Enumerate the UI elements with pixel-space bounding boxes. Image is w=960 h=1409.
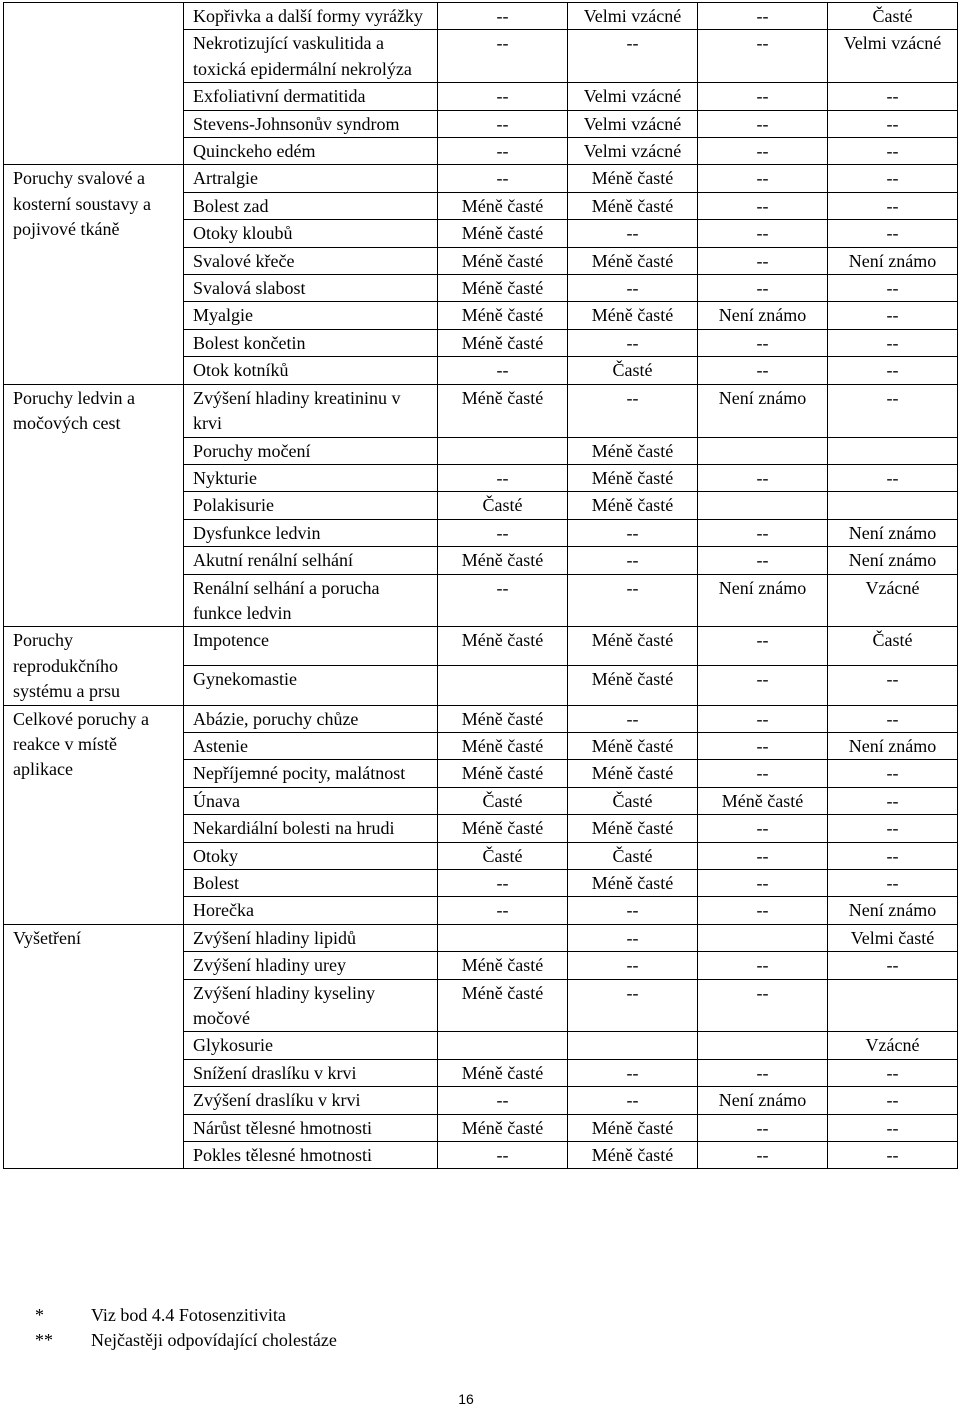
- frequency-cell: --: [698, 110, 828, 137]
- frequency-cell: --: [828, 815, 958, 842]
- reaction-name-cell: Quinckeho edém: [184, 138, 438, 165]
- frequency-cell: --: [568, 952, 698, 979]
- frequency-cell: --: [698, 897, 828, 924]
- frequency-cell: --: [438, 138, 568, 165]
- frequency-cell: Vzácné: [828, 574, 958, 627]
- frequency-cell: --: [698, 165, 828, 192]
- frequency-cell: Méně časté: [698, 787, 828, 814]
- frequency-cell: --: [828, 275, 958, 302]
- frequency-cell: --: [828, 760, 958, 787]
- reaction-name-cell: Bolest: [184, 870, 438, 897]
- reaction-name-cell: Polakisurie: [184, 492, 438, 519]
- reaction-name-cell: Dysfunkce ledvin: [184, 519, 438, 546]
- reaction-name-cell: Zvýšení hladiny kreatininu v krvi: [184, 384, 438, 437]
- table-row: [4, 924, 958, 951]
- frequency-cell: Méně časté: [568, 192, 698, 219]
- frequency-cell: --: [698, 627, 828, 666]
- frequency-cell: --: [698, 464, 828, 491]
- category-cell: [4, 3, 184, 165]
- frequency-cell: --: [438, 574, 568, 627]
- reaction-name-cell: Nekardiální bolesti na hrudi: [184, 815, 438, 842]
- frequency-cell: --: [438, 870, 568, 897]
- frequency-cell: --: [438, 357, 568, 384]
- reaction-name-cell: Otok kotníků: [184, 357, 438, 384]
- reaction-name-cell: Nepříjemné pocity, malátnost: [184, 760, 438, 787]
- frequency-cell: Méně časté: [438, 627, 568, 666]
- frequency-cell: Vzácné: [828, 1032, 958, 1059]
- frequency-cell: --: [698, 519, 828, 546]
- reaction-name-cell: Svalová slabost: [184, 275, 438, 302]
- frequency-cell: --: [828, 705, 958, 732]
- reaction-name-cell: Abázie, poruchy chůze: [184, 705, 438, 732]
- frequency-cell: --: [828, 192, 958, 219]
- reaction-name-cell: Zvýšení draslíku v krvi: [184, 1087, 438, 1114]
- category-cell: Celkové poruchy a reakce v místě aplikace: [4, 705, 184, 924]
- frequency-cell: Není známo: [828, 897, 958, 924]
- reaction-name-cell: Renální selhání a porucha funkce ledvin: [184, 574, 438, 627]
- reaction-name-cell: Snížení draslíku v krvi: [184, 1059, 438, 1086]
- frequency-cell: Méně časté: [568, 1142, 698, 1169]
- reaction-name-cell: Astenie: [184, 732, 438, 759]
- reaction-name-cell: Bolest končetin: [184, 329, 438, 356]
- reaction-name-cell: Poruchy močení: [184, 437, 438, 464]
- frequency-cell: --: [568, 547, 698, 574]
- reaction-name-cell: Glykosurie: [184, 1032, 438, 1059]
- table-row: [4, 3, 958, 30]
- frequency-cell: Velmi vzácné: [568, 138, 698, 165]
- frequency-cell: Méně časté: [568, 760, 698, 787]
- frequency-cell: Méně časté: [568, 437, 698, 464]
- reaction-name-cell: Únava: [184, 787, 438, 814]
- reaction-name-cell: Myalgie: [184, 302, 438, 329]
- frequency-cell: --: [568, 1059, 698, 1086]
- reaction-name-cell: Kopřivka a další formy vyrážky: [184, 3, 438, 30]
- frequency-cell: --: [698, 979, 828, 1032]
- frequency-cell: --: [828, 138, 958, 165]
- frequency-cell: Není známo: [698, 384, 828, 437]
- frequency-cell: --: [698, 220, 828, 247]
- frequency-cell: Méně časté: [438, 979, 568, 1032]
- frequency-cell: Méně časté: [568, 666, 698, 705]
- frequency-cell: Není známo: [698, 1087, 828, 1114]
- frequency-cell: Časté: [828, 3, 958, 30]
- frequency-cell: --: [568, 329, 698, 356]
- reaction-name-cell: Nekrotizující vaskulitida a toxická epidermální nekrolýza: [184, 30, 438, 83]
- frequency-cell: Velmi časté: [828, 924, 958, 951]
- adverse-reactions-table: [3, 2, 958, 1169]
- frequency-cell: --: [828, 220, 958, 247]
- frequency-cell: --: [828, 1087, 958, 1114]
- reaction-name-cell: Bolest zad: [184, 192, 438, 219]
- frequency-cell: --: [698, 329, 828, 356]
- category-cell: Poruchy reprodukčního systému a prsu: [4, 627, 184, 705]
- frequency-cell: Není známo: [698, 574, 828, 627]
- frequency-cell: Méně časté: [568, 247, 698, 274]
- frequency-cell: Není známo: [698, 302, 828, 329]
- frequency-cell: --: [828, 842, 958, 869]
- frequency-cell: --: [828, 165, 958, 192]
- reaction-name-cell: Stevens-Johnsonův syndrom: [184, 110, 438, 137]
- frequency-cell: Méně časté: [438, 732, 568, 759]
- frequency-cell: --: [828, 464, 958, 491]
- frequency-cell: --: [698, 1142, 828, 1169]
- frequency-cell: [438, 1032, 568, 1059]
- frequency-cell: Méně časté: [438, 1114, 568, 1141]
- frequency-cell: Méně časté: [568, 870, 698, 897]
- frequency-cell: Méně časté: [438, 1059, 568, 1086]
- frequency-cell: [698, 924, 828, 951]
- frequency-cell: Méně časté: [568, 1114, 698, 1141]
- page-number: 16: [458, 1391, 474, 1407]
- frequency-cell: [698, 437, 828, 464]
- category-cell: Poruchy svalové a kosterní soustavy a pojivové tkáně: [4, 165, 184, 384]
- frequency-cell: [438, 924, 568, 951]
- frequency-cell: --: [698, 952, 828, 979]
- reaction-name-cell: Nykturie: [184, 464, 438, 491]
- reaction-name-cell: Horečka: [184, 897, 438, 924]
- frequency-cell: Časté: [568, 787, 698, 814]
- frequency-cell: --: [828, 357, 958, 384]
- frequency-cell: Méně časté: [568, 732, 698, 759]
- frequency-cell: --: [568, 1087, 698, 1114]
- frequency-cell: Méně časté: [438, 302, 568, 329]
- frequency-cell: Méně časté: [438, 220, 568, 247]
- frequency-cell: --: [828, 83, 958, 110]
- frequency-cell: [438, 666, 568, 705]
- frequency-cell: Méně časté: [438, 384, 568, 437]
- footnote-text: Viz bod 4.4 Fotosenzitivita: [91, 1305, 286, 1325]
- category-cell: Vyšetření: [4, 924, 184, 1169]
- table-row: [4, 705, 958, 732]
- frequency-cell: [698, 492, 828, 519]
- frequency-cell: --: [698, 547, 828, 574]
- frequency-cell: [438, 437, 568, 464]
- frequency-cell: Méně časté: [438, 329, 568, 356]
- frequency-cell: --: [568, 979, 698, 1032]
- reaction-name-cell: Zvýšení hladiny urey: [184, 952, 438, 979]
- frequency-cell: Časté: [828, 627, 958, 666]
- frequency-cell: --: [568, 897, 698, 924]
- table-row: [4, 384, 958, 437]
- frequency-cell: Méně časté: [568, 627, 698, 666]
- frequency-cell: --: [698, 666, 828, 705]
- footnote: [35, 1303, 337, 1328]
- frequency-cell: [828, 437, 958, 464]
- frequency-cell: [568, 1032, 698, 1059]
- frequency-cell: --: [438, 165, 568, 192]
- frequency-cell: --: [698, 870, 828, 897]
- frequency-cell: --: [438, 110, 568, 137]
- frequency-cell: --: [828, 110, 958, 137]
- frequency-cell: Není známo: [828, 732, 958, 759]
- frequency-cell: --: [698, 732, 828, 759]
- frequency-cell: --: [828, 1114, 958, 1141]
- reaction-name-cell: Otoky kloubů: [184, 220, 438, 247]
- frequency-cell: Časté: [438, 787, 568, 814]
- frequency-cell: --: [698, 1114, 828, 1141]
- frequency-cell: Méně časté: [438, 247, 568, 274]
- frequency-cell: --: [568, 275, 698, 302]
- table-row: [4, 165, 958, 192]
- frequency-cell: --: [698, 138, 828, 165]
- reaction-name-cell: Akutní renální selhání: [184, 547, 438, 574]
- frequency-cell: Méně časté: [568, 815, 698, 842]
- frequency-cell: --: [698, 275, 828, 302]
- footnote-text: Nejčastěji odpovídající cholestáze: [91, 1330, 337, 1350]
- frequency-cell: Není známo: [828, 247, 958, 274]
- frequency-cell: Velmi vzácné: [568, 3, 698, 30]
- reaction-name-cell: Pokles tělesné hmotnosti: [184, 1142, 438, 1169]
- frequency-cell: Velmi vzácné: [568, 83, 698, 110]
- reaction-name-cell: Svalové křeče: [184, 247, 438, 274]
- frequency-cell: Méně časté: [438, 815, 568, 842]
- frequency-cell: Časté: [438, 842, 568, 869]
- frequency-cell: --: [698, 357, 828, 384]
- reaction-name-cell: Impotence: [184, 627, 438, 666]
- frequency-cell: --: [568, 519, 698, 546]
- frequency-cell: --: [698, 192, 828, 219]
- reaction-name-cell: Zvýšení hladiny kyseliny močové: [184, 979, 438, 1032]
- frequency-cell: --: [568, 705, 698, 732]
- reaction-name-cell: Gynekomastie: [184, 666, 438, 705]
- frequency-cell: Méně časté: [438, 705, 568, 732]
- frequency-cell: --: [828, 870, 958, 897]
- frequency-cell: Méně časté: [438, 760, 568, 787]
- frequency-cell: --: [438, 1087, 568, 1114]
- frequency-cell: --: [438, 519, 568, 546]
- frequency-cell: --: [698, 3, 828, 30]
- frequency-cell: --: [698, 760, 828, 787]
- frequency-cell: --: [828, 1059, 958, 1086]
- frequency-cell: --: [828, 302, 958, 329]
- reaction-name-cell: Zvýšení hladiny lipidů: [184, 924, 438, 951]
- frequency-cell: --: [828, 666, 958, 705]
- frequency-cell: --: [698, 30, 828, 83]
- frequency-cell: --: [698, 705, 828, 732]
- frequency-cell: --: [568, 384, 698, 437]
- frequency-cell: --: [698, 83, 828, 110]
- frequency-cell: Méně časté: [568, 302, 698, 329]
- frequency-cell: Méně časté: [568, 492, 698, 519]
- reaction-name-cell: Artralgie: [184, 165, 438, 192]
- footnotes: [35, 1303, 337, 1353]
- frequency-cell: --: [698, 842, 828, 869]
- reaction-name-cell: Nárůst tělesné hmotnosti: [184, 1114, 438, 1141]
- frequency-cell: --: [438, 1142, 568, 1169]
- frequency-cell: Velmi vzácné: [828, 30, 958, 83]
- footnote-mark: **: [35, 1330, 53, 1350]
- frequency-cell: Časté: [438, 492, 568, 519]
- table-row: [4, 627, 958, 666]
- frequency-cell: --: [568, 30, 698, 83]
- reaction-name-cell: Exfoliativní dermatitida: [184, 83, 438, 110]
- frequency-cell: Méně časté: [568, 165, 698, 192]
- frequency-cell: --: [568, 220, 698, 247]
- frequency-cell: --: [438, 464, 568, 491]
- frequency-cell: --: [828, 1142, 958, 1169]
- frequency-cell: --: [698, 247, 828, 274]
- frequency-cell: [698, 1032, 828, 1059]
- frequency-cell: --: [828, 787, 958, 814]
- frequency-cell: Časté: [568, 357, 698, 384]
- frequency-cell: --: [698, 815, 828, 842]
- frequency-cell: --: [568, 924, 698, 951]
- footnote: [35, 1328, 337, 1353]
- frequency-cell: Velmi vzácné: [568, 110, 698, 137]
- frequency-cell: [828, 979, 958, 1032]
- frequency-cell: Méně časté: [568, 464, 698, 491]
- frequency-cell: Není známo: [828, 519, 958, 546]
- frequency-cell: --: [568, 574, 698, 627]
- frequency-cell: Méně časté: [438, 547, 568, 574]
- footnote-mark: *: [35, 1305, 44, 1325]
- frequency-cell: --: [828, 952, 958, 979]
- frequency-cell: --: [698, 1059, 828, 1086]
- frequency-cell: --: [828, 329, 958, 356]
- frequency-cell: [828, 492, 958, 519]
- frequency-cell: Méně časté: [438, 952, 568, 979]
- category-cell: Poruchy ledvin a močových cest: [4, 384, 184, 627]
- frequency-cell: --: [438, 897, 568, 924]
- frequency-cell: --: [438, 3, 568, 30]
- frequency-cell: --: [438, 30, 568, 83]
- frequency-cell: Časté: [568, 842, 698, 869]
- frequency-cell: --: [828, 384, 958, 437]
- frequency-cell: --: [438, 83, 568, 110]
- frequency-cell: Není známo: [828, 547, 958, 574]
- reaction-name-cell: Otoky: [184, 842, 438, 869]
- frequency-cell: Méně časté: [438, 275, 568, 302]
- frequency-cell: Méně časté: [438, 192, 568, 219]
